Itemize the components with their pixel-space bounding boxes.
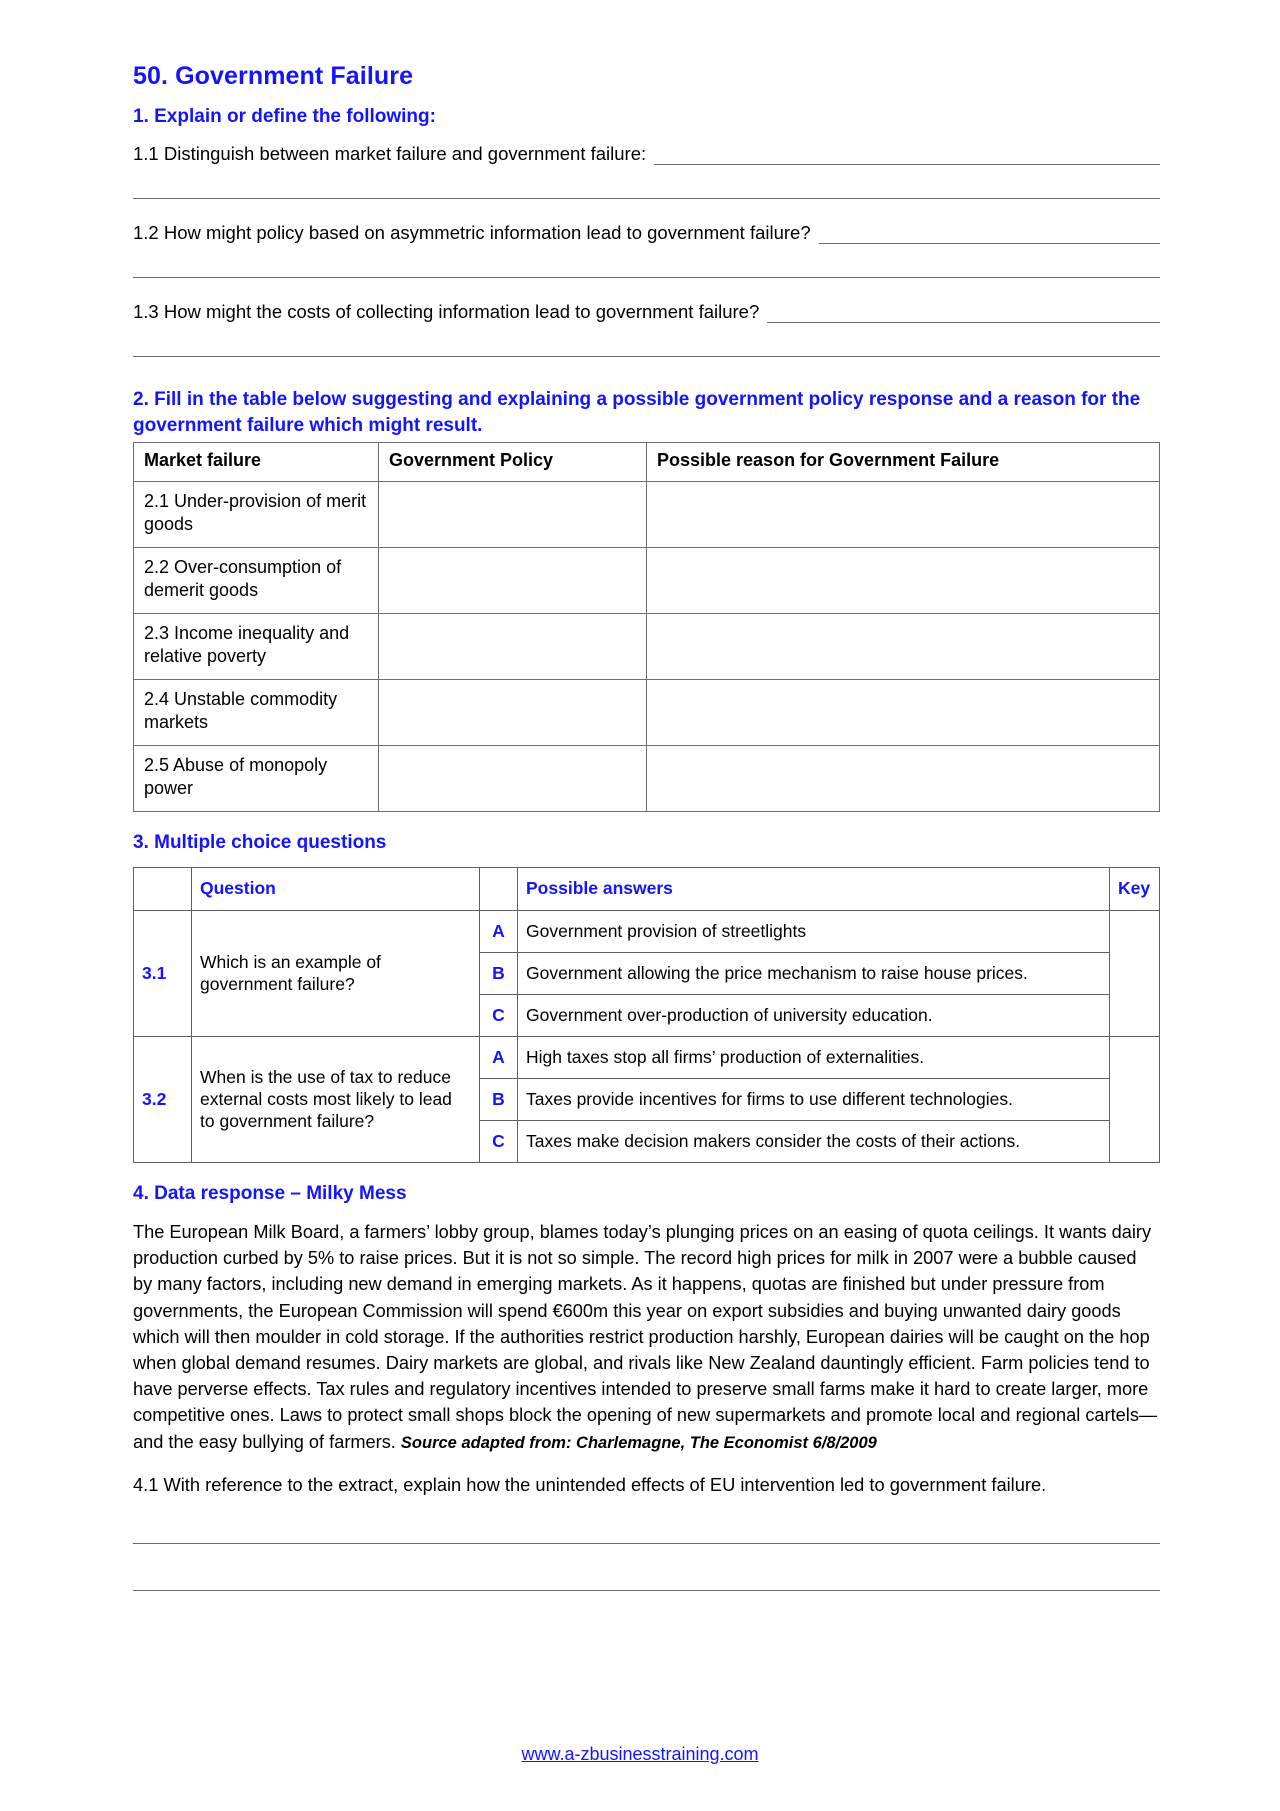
question-1-1-row	[133, 142, 1160, 165]
market-failure-table	[133, 442, 1160, 811]
possible-reason-input[interactable]	[647, 679, 1160, 745]
mcq-question-number-3-2: 3.2	[134, 1037, 192, 1163]
market-failure-cell: 2.1 Under-provision of merit goods	[134, 481, 379, 547]
government-policy-input[interactable]	[379, 679, 647, 745]
table-row	[134, 613, 1160, 679]
mcq-option-text[interactable]: Government provision of streetlights	[518, 911, 1110, 953]
answer-line-1-3a[interactable]	[767, 305, 1160, 323]
question-1-1-text: 1.1 Distinguish between market failure and government failure:	[133, 142, 647, 164]
mcq-option-text[interactable]: High taxes stop all firms’ production of externalities.	[518, 1037, 1110, 1079]
market-failure-cell: 2.2 Over-consumption of demerit goods	[134, 547, 379, 613]
question-1-2-row	[133, 221, 1160, 244]
column-header-possible-reason: Possible reason for Government Failure	[647, 443, 1160, 481]
possible-reason-input[interactable]	[647, 613, 1160, 679]
mcq-option-text[interactable]: Government allowing the price mechanism to raise house prices.	[518, 953, 1110, 995]
mcq-option-text[interactable]: Taxes provide incentives for firms to use different technologies.	[518, 1079, 1110, 1121]
answer-line-1-2a[interactable]	[819, 226, 1160, 244]
mcq-column-header-answers: Possible answers	[518, 868, 1110, 911]
possible-reason-input[interactable]	[647, 481, 1160, 547]
market-failure-cell: 2.5 Abuse of monopoly power	[134, 745, 379, 811]
government-policy-input[interactable]	[379, 547, 647, 613]
table-row	[134, 745, 1160, 811]
page-title: 50. Government Failure	[133, 62, 414, 90]
section-3-heading: 3. Multiple choice questions	[133, 831, 387, 853]
mcq-header-row	[134, 868, 1160, 911]
section-4-heading: 4. Data response – Milky Mess	[133, 1183, 407, 1205]
mcq-option-text[interactable]: Taxes make decision makers consider the costs of their actions.	[518, 1121, 1110, 1163]
possible-reason-input[interactable]	[647, 547, 1160, 613]
column-header-market-failure: Market failure	[134, 443, 379, 481]
question-1-3-row	[133, 300, 1160, 323]
multiple-choice-table	[133, 867, 1160, 1163]
mcq-column-header-number	[134, 868, 192, 911]
table-row	[134, 547, 1160, 613]
mcq-key-input-3-1[interactable]	[1110, 911, 1160, 1037]
market-failure-cell: 2.3 Income inequality and relative poverty	[134, 613, 379, 679]
mcq-option-row	[134, 1037, 1160, 1079]
mcq-option-letter: C	[480, 995, 518, 1037]
mcq-question-text-3-1: Which is an example of government failure?	[192, 911, 480, 1037]
question-4-1-text: 4.1 With reference to the extract, explain how the unintended effects of EU intervention led to government failure.	[133, 1474, 1047, 1496]
table-header-row	[134, 443, 1160, 481]
question-1-2-text: 1.2 How might policy based on asymmetric information lead to government failure?	[133, 221, 811, 243]
mcq-option-text[interactable]: Government over-production of university education.	[518, 995, 1110, 1037]
website-link[interactable]: www.a-zbusinesstraining.com	[521, 1744, 759, 1764]
data-response-passage	[133, 1219, 1160, 1455]
table-row	[134, 481, 1160, 547]
passage-source: Source adapted from: Charlemagne, The Economist 6/8/2009	[400, 1433, 877, 1452]
mcq-option-letter: A	[480, 1037, 518, 1079]
possible-reason-input[interactable]	[647, 745, 1160, 811]
mcq-option-letter: B	[480, 1079, 518, 1121]
column-header-government-policy: Government Policy	[379, 443, 647, 481]
passage-body: The European Milk Board, a farmers’ lobby group, blames today’s plunging prices on an easing of quota ceilings. It wants dairy production curbed by 5% to raise prices. But it is not so simple. The record high prices for milk in 2007 were a bubble caused by many factors, including new demand in emerging markets. As it happens, quotas are finished but under pressure from governments, the European Commission will spend €600m this year on export subsidies and buying unwanted dairy goods which will then moulder in cold storage. If the authorities restrict production harshly, European dairies will be caught on the hop when global demand resumes. Dairy markets are global, and rivals like New Zealand dauntingly efficient. Farm policies tend to have perverse effects. Tax rules and regulatory incentives intended to preserve small farms make it hard to create larger, more competitive ones. Laws to protect small shops block the opening of new supermarkets and promote local and regional cartels—and the easy bullying of farmers.	[133, 1221, 1158, 1452]
section-1-heading: 1. Explain or define the following:	[133, 106, 436, 127]
page-footer	[0, 1744, 1280, 1765]
mcq-question-text-3-2: When is the use of tax to reduce external costs most likely to lead to government failure?	[192, 1037, 480, 1163]
mcq-option-row	[134, 911, 1160, 953]
answer-line-1-1a[interactable]	[654, 147, 1160, 165]
mcq-key-input-3-2[interactable]	[1110, 1037, 1160, 1163]
government-policy-input[interactable]	[379, 745, 647, 811]
mcq-column-header-question: Question	[192, 868, 480, 911]
table-row	[134, 679, 1160, 745]
mcq-option-letter: A	[480, 911, 518, 953]
answer-line-4-1b[interactable]	[133, 1590, 1160, 1591]
mcq-option-letter: C	[480, 1121, 518, 1163]
mcq-question-number-3-1: 3.1	[134, 911, 192, 1037]
mcq-option-letter: B	[480, 953, 518, 995]
question-1-3-text: 1.3 How might the costs of collecting information lead to government failure?	[133, 300, 760, 322]
section-2-heading: 2. Fill in the table below suggesting and explaining a possible government policy response and a reason for the government failure which might result.	[133, 389, 1141, 436]
mcq-column-header-letter	[480, 868, 518, 911]
government-policy-input[interactable]	[379, 481, 647, 547]
mcq-column-header-key: Key	[1110, 868, 1160, 911]
market-failure-cell: 2.4 Unstable commodity markets	[134, 679, 379, 745]
government-policy-input[interactable]	[379, 613, 647, 679]
